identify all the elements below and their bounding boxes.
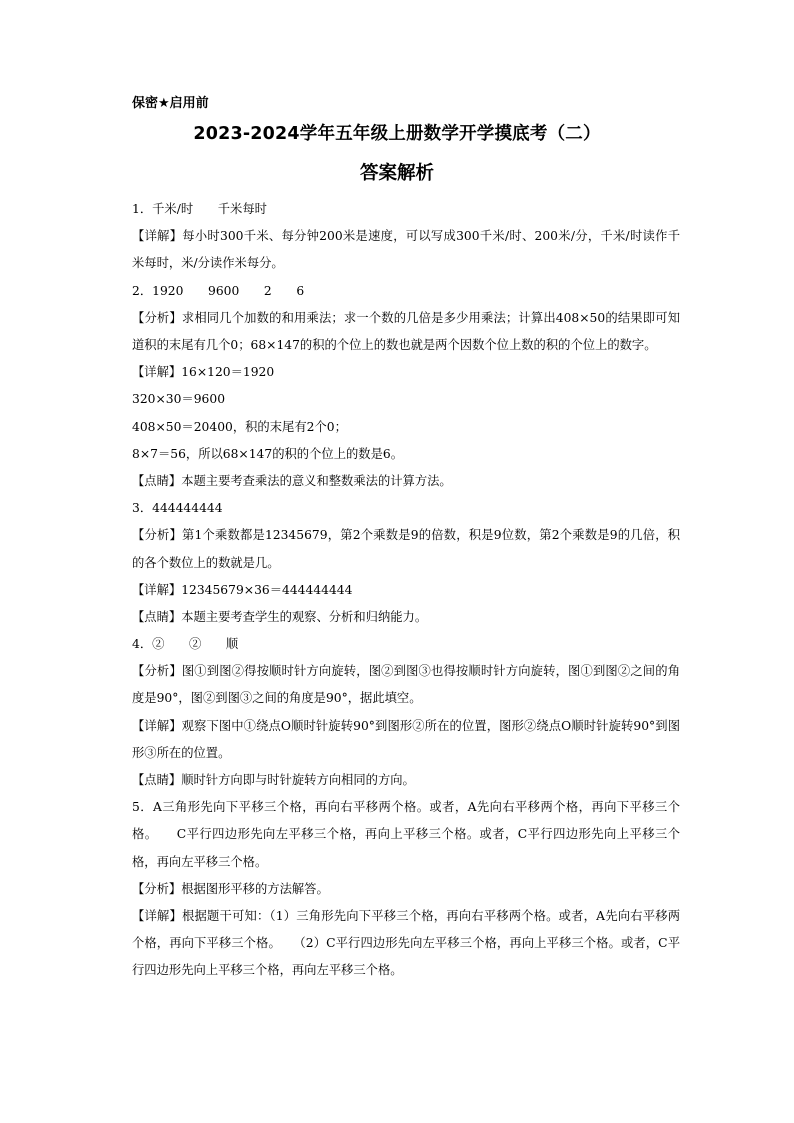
- q5-detail: 【详解】根据题干可知：（1）三角形先向下平移三个格，再向右平移两个格。或者，A先向右平移两个格，再向下平移三个格。 （2）C平行四边形先向左平移三个格，再向上平移三个格。或者，C平行四边形先向上平移三个格，再向左平移三个格。: [132, 909, 680, 978]
- q2-analysis: 【分析】求相同几个加数的和用乘法；求一个数的几倍是多少用乘法；计算出408×50的结果即可知道积的末尾有几个0；68×147的积的个位上的数也就是两个因数个位上数的积的个位上的数字。: [132, 310, 680, 352]
- q2-detail-1: 【详解】16×120＝1920: [132, 365, 275, 380]
- q2-answer: 2．1920 9600 2 6: [132, 283, 305, 298]
- answer-body: [132, 196, 680, 985]
- q5-answer: 5．A三角形先向下平移三个格，再向右平移两个格。或者，A先向右平移两个格，再向下平移三个格。 C平行四边形先向左平移三个格，再向上平移三个格。或者，C平行四边形先向上平移三个格，再向左平移三个格。: [132, 800, 680, 869]
- q4-analysis: 【分析】图①到图②得按顺时针方向旋转，图②到图③也得按顺时针方向旋转，图①到图②之间的角度是90°，图②到图③之间的角度是90°，据此填空。: [132, 664, 680, 706]
- q1-answer: 1．千米/时 千米每时: [132, 202, 267, 216]
- document-subtitle: 答案解析: [359, 163, 434, 184]
- q4-detail: 【详解】观察下图中①绕点O顺时针旋转90°到图形②所在的位置，图形②绕点O顺时针旋转90°到图形③所在的位置。: [132, 718, 680, 760]
- q4-comment: 【点睛】顺时针方向即与时针旋转方向相同的方向。: [132, 773, 415, 788]
- confidential-label: 保密★启用前: [132, 96, 209, 111]
- q3-answer: 3．444444444: [132, 501, 223, 516]
- document-title: 2023-2024学年五年级上册数学开学摸底考（二）: [193, 124, 601, 144]
- q5-analysis: 【分析】根据图形平移的方法解答。: [132, 881, 329, 896]
- q2-detail-2: 320×30＝9600: [132, 392, 226, 407]
- q3-analysis: 【分析】第1个乘数都是12345679，第2个乘数是9的倍数，积是9位数，第2个乘数是9的几倍，积的各个数位上的数就是几。: [132, 528, 680, 570]
- q4-answer: 4．② ② 顺: [132, 637, 239, 652]
- q3-comment: 【点睛】本题主要考查学生的观察、分析和归纳能力。: [132, 609, 428, 624]
- q2-detail-3: 408×50＝20400，积的末尾有2个0；: [132, 419, 347, 434]
- q3-detail: 【详解】12345679×36＝444444444: [132, 582, 353, 597]
- q2-detail-4: 8×7＝56，所以68×147的积的个位上的数是6。: [132, 446, 404, 461]
- q1-detail: 【详解】每小时300千米、每分钟200米是速度，可以写成300千米/时、200米/分，千米/时读作千米每时，米/分读作米每分。: [132, 229, 680, 271]
- q2-comment: 【点睛】本题主要考查乘法的意义和整数乘法的计算方法。: [132, 473, 452, 488]
